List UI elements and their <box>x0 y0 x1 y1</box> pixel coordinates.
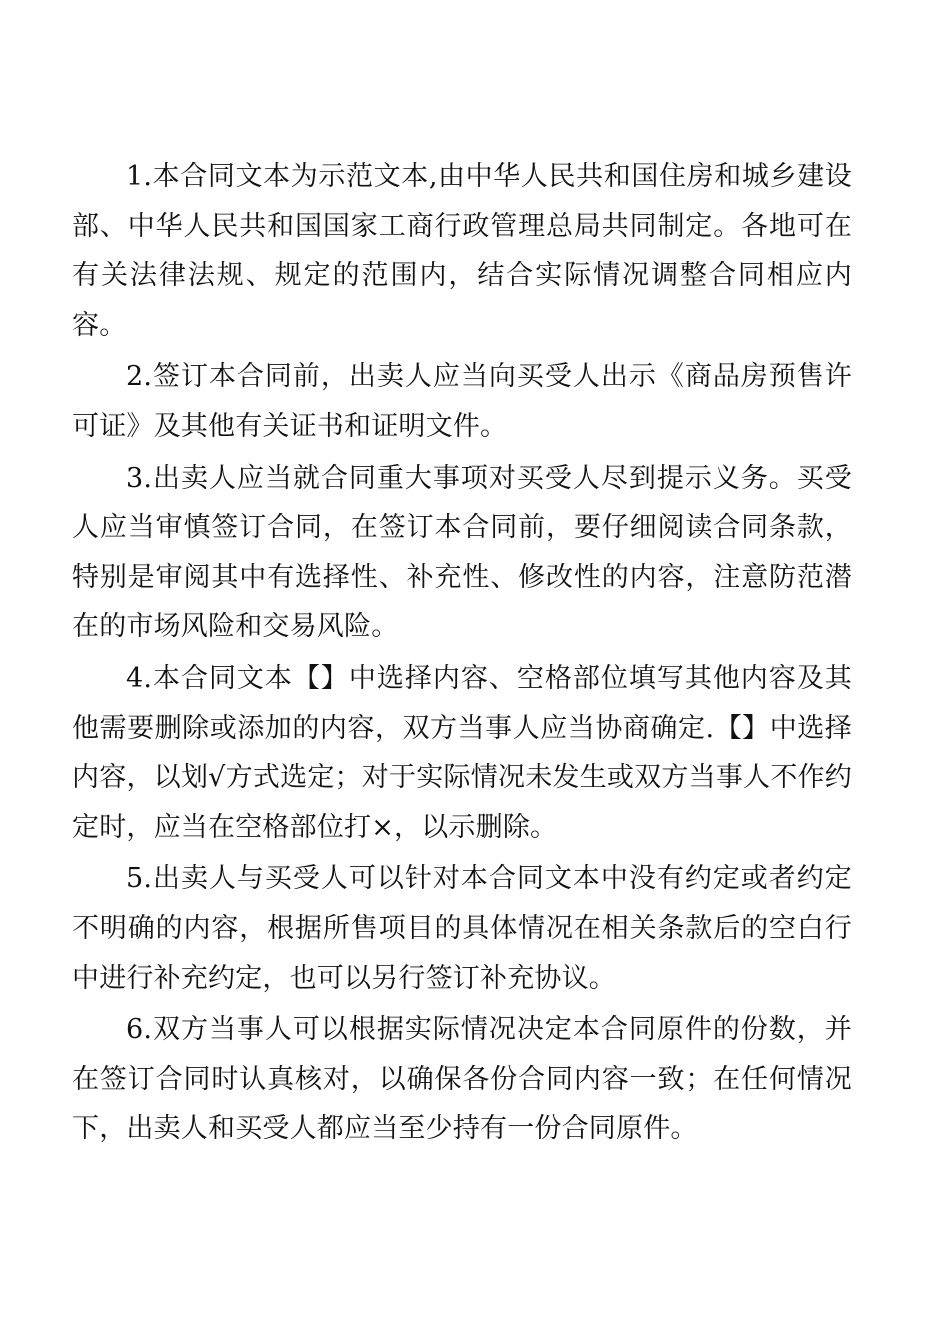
paragraph-5: 5.出卖人与买受人可以针对本合同文本中没有约定或者约定不明确的内容，根据所售项目的具体情况在相关条款后的空白行中进行补充约定，也可以另行签订补充协议。 <box>72 863 852 994</box>
paragraph-1: 1.本合同文本为示范文本,由中华人民共和国住房和城乡建设部、中华人民共和国国家工商行政管理总局共同制定。各地可在有关法律法规、规定的范围内，结合实际情况调整合同相应内容。 <box>72 161 852 341</box>
paragraph-6: 6.双方当事人可以根据实际情况决定本合同原件的份数，并在签订合同时认真核对，以确保各份合同内容一致；在任何情况下，出卖人和买受人都应当至少持有一份合同原件。 <box>72 1014 852 1145</box>
paragraph-3: 3.出卖人应当就合同重大事项对买受人尽到提示义务。买受人应当审慎签订合同，在签订本合同前，要仔细阅读合同条款，特别是审阅其中有选择性、补充性、修改性的内容，注意防范潜在的市场风险和交易风险。 <box>72 462 852 643</box>
document-body <box>72 152 852 1156</box>
paragraph-2: 2.签订本合同前，出卖人应当向买受人出示《商品房预售许可证》及其他有关证书和证明文件。 <box>72 361 852 442</box>
paragraph-4: 4.本合同文本【】中选择内容、空格部位填写其他内容及其他需要删除或添加的内容，双方当事人应当协商确定.【】中选择内容，以划√方式选定；对于实际情况未发生或双方当事人不作约定时，应当在空格部位打×，以示删除。 <box>72 662 852 843</box>
